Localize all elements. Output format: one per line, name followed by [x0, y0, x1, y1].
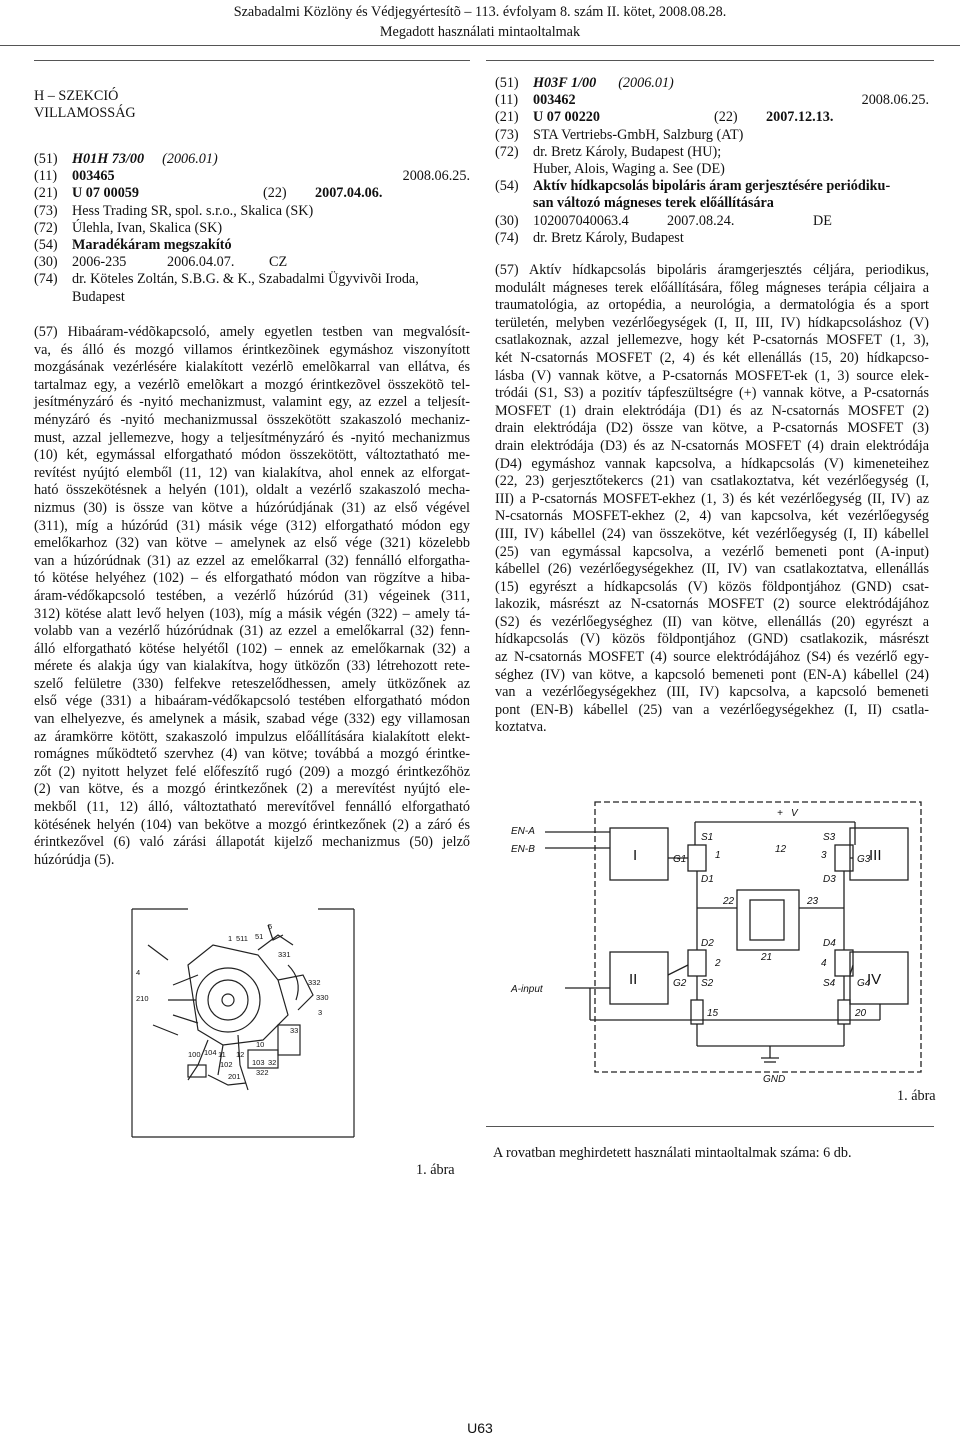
circuit-label: G1: [673, 854, 687, 865]
figure-label: 102: [220, 1060, 233, 1069]
section-title: H – SZEKCIÓ: [34, 88, 119, 104]
circuit-label: 22: [723, 896, 735, 907]
circuit-label: +: [777, 808, 783, 819]
circuit-label: D1: [701, 874, 714, 885]
abstract-line: áram-védőkapcsoló testében, a vezérlő húzórúd (31) végeinek (311,: [34, 587, 470, 604]
figure-label: 4: [136, 968, 141, 977]
circuit-label: V: [791, 808, 798, 819]
inid-code: (30): [495, 212, 519, 229]
abstract-line: N-csatornás MOSFET-ekhez (2, 4) van kapcsolva, két vezérlőegység: [495, 508, 929, 525]
circuit-label: G2: [673, 978, 687, 989]
figure-label: 103: [252, 1058, 265, 1067]
inid-code: (30): [34, 254, 58, 271]
figure-label: 51: [255, 932, 264, 941]
left-column: [34, 88, 470, 122]
circuit-label: 21: [761, 952, 773, 963]
inid-code: (21): [495, 109, 519, 126]
figure-label: 332: [308, 978, 321, 987]
abstract-line: mekből (11, 12) álló, változtatható merevítővel fennálló elforgatható: [34, 799, 470, 816]
inventor: Huber, Alois, Waging a. See (DE): [533, 161, 725, 178]
figure-label: 331: [278, 950, 291, 959]
abstract-line: (22, 23) gerjesztőtekercs (21) van csatlakoztatva, két vezérlőegység (I,: [495, 473, 929, 490]
circuit-label: 4: [821, 958, 827, 969]
abstract-line: (311), míg a húzórúd (31) másik vége (312) elforgatható módon egy: [34, 517, 470, 534]
abstract-line: szelő felületre (330) felfekve reteszelődhessen, amely ütközőnek az: [34, 675, 470, 692]
circuit-breaker-drawing: [128, 905, 358, 1145]
circuit-label: G4: [857, 978, 871, 989]
figure-label: 11: [218, 1050, 226, 1059]
right-entry-bibliographic: [495, 75, 929, 247]
utility-model-title-cont: san változó mágneses terek előállítására: [533, 195, 774, 212]
abstract-line: területén, melyben vezérlőegységek (I, II, III, IV) hídkapcsoláshoz (V): [495, 314, 929, 331]
left-column-rule: [34, 60, 470, 61]
abstract-line: nizmus (30) is össze van kötve a húzórúdjának (31) az első végével: [34, 499, 470, 516]
abstract-line: revítést nyújtó elemből (11, 12) van kialakítva, ahol ennek az elforgat-: [34, 464, 470, 481]
figure-label: 104: [204, 1048, 217, 1057]
ipc-class: H03F 1/00: [533, 75, 597, 91]
abstract-line: must, azzal jellemezve, hogy a teljesítményzáró és -nyitó mechanizmus: [34, 429, 470, 446]
priority-country: CZ: [269, 254, 288, 271]
figure-label: 3: [318, 1008, 323, 1017]
circuit-label: 1: [715, 850, 721, 861]
filing-date: 2007.12.13.: [766, 109, 834, 126]
figure-label: 100: [188, 1050, 201, 1059]
application-number: U 07 00220: [533, 109, 600, 126]
section-header: Megadott használati mintaoltalmak: [379, 24, 581, 40]
inid-code: (54): [495, 178, 519, 195]
circuit-label: S2: [701, 978, 714, 989]
figure-label: 5: [268, 922, 273, 931]
publication-date: 2008.06.25.: [861, 92, 929, 109]
circuit-label: 3: [821, 850, 827, 861]
abstract-line: van elhelyezve, és amelynek a másik, szabad vége (332) egy villamosan: [34, 711, 470, 728]
circuit-label: I: [633, 847, 638, 864]
inventor: Úlehla, Ivan, Skalica (SK): [72, 219, 223, 236]
abstract-line: MOSFET (1) drain elektródája (D1) és az N-csatornás MOSFET (2): [495, 402, 929, 419]
inid-code: (21): [34, 185, 58, 202]
circuit-label: D3: [823, 874, 836, 885]
abstract-line: két N-csatornás MOSFET (2, 4) és két ellenállás (15, 20) hídkapcso-: [495, 349, 929, 366]
priority-number: 102007040063.4: [533, 212, 629, 229]
circuit-label: D4: [823, 938, 836, 949]
application-number: U 07 00059: [72, 185, 139, 202]
circuit-label: 15: [707, 1008, 719, 1019]
agent: dr. Bretz Károly, Budapest: [533, 229, 684, 246]
circuit-label: 2: [715, 958, 721, 969]
abstract-line: csatlakoznak, azzal jellemezve, hogy két P-csatornás MOSFET (1, 3),: [495, 332, 929, 349]
abstract-line: drain elektródája (D3) és az N-csatornás MOSFET (4) drain elektródája: [495, 437, 929, 454]
abstract-line: tartalmaz egy, a vezérlõ emelõkart a mozgó érintkezõvel összekötõ tel-: [34, 376, 470, 393]
abstract-line: ható összekötésnek a helyén (101), oldalt a vezérlő szakaszoló mecha-: [34, 482, 470, 499]
figure-label: 210: [136, 994, 149, 1003]
inid-code: (11): [495, 92, 519, 109]
abstract-line: va, és álló és mozgó villamos érintkezõinek egymáshoz viszonyított: [34, 341, 470, 358]
inventor: dr. Bretz Károly, Budapest (HU);: [533, 143, 722, 160]
header-rule: [0, 45, 960, 46]
agent-city: Budapest: [72, 288, 125, 305]
inid-code: (22): [714, 109, 738, 126]
circuit-label: III: [869, 847, 882, 864]
circuit-label: 20: [855, 1008, 867, 1019]
left-abstract: [34, 324, 470, 869]
circuit-label: A-input: [511, 984, 543, 995]
ipc-class: H01H 73/00: [72, 151, 145, 167]
priority-date: 2006.04.07.: [167, 254, 235, 271]
registration-number: 003462: [533, 92, 576, 109]
circuit-label: IV: [867, 971, 882, 988]
abstract-line: (2) van kötve, és a mozgó érintkezőnek (2) a merevítést nyújtó ele-: [34, 781, 470, 798]
abstract-line: az áramkörre kötött, szakaszoló impulzus előállítására kialakított elekt-: [34, 728, 470, 745]
abstract-line: séghez (IV) van kötve, a kapcsoló bemeneti pont (EN-A) kábellel (24): [495, 666, 929, 683]
abstract-line: (10) két, egymással elforgatható módon összekötött, változtatható me-: [34, 447, 470, 464]
figure-label: 32: [268, 1058, 277, 1067]
figure-label: 330: [316, 993, 329, 1002]
abstract-line: modulált mágneses terek előállítására, főleg mágneses terápia céljaira a: [495, 279, 929, 296]
priority-number: 2006-235: [72, 254, 127, 271]
inid-code: (74): [495, 229, 519, 246]
abstract-line: az N-csatornás MOSFET (4) source elektródájához (S4) és vezérlő egy-: [495, 649, 929, 666]
circuit-label: D2: [701, 938, 714, 949]
abstract-line: van a húzórúdnak (31) az ezzel az emelőkarral (32) fennálló elforgatha-: [34, 552, 470, 569]
circuit-label: EN-A: [511, 826, 535, 837]
ipc-date: (2006.01): [618, 75, 674, 91]
abstract-line: jesítményzáró és -nyitó mechanizmust, valamint egy, az ezzel a teljesít-: [34, 394, 470, 411]
running-header: Szabadalmi Közlöny és Védjegyértesítõ – 113. évfolyam 8. szám II. kötet, 2008.08.28.: [233, 4, 727, 20]
abstract-line: mérete és alakja úgy van kialakítva, hogy ütközőn (33) létrehozott rete-: [34, 658, 470, 675]
inid-code: (72): [495, 143, 519, 160]
inid-code: (51): [34, 151, 58, 167]
abstract-line: volabb van a vezérlő húzórúdnak (31) az ezzel a emelőkarral (32) fenn-: [34, 623, 470, 640]
abstract-line: (57) Aktív hídkapcsolás bipoláris áramgerjesztés céljára, periodikus,: [495, 262, 929, 278]
circuit-label: G3: [857, 854, 871, 865]
abstract-line: traumatológia, az ortopédia, a neurológia, a dermatológia és a sport: [495, 297, 929, 314]
abstract-line: érintkezővel (6) való zárási állapotát kijelző mechanizmus (50) jelző: [34, 834, 470, 851]
right-column-rule: [486, 60, 934, 61]
circuit-label: II: [629, 971, 638, 988]
abstract-line: (D4) egymáshoz vannak kapcsolva, a hídkapcsolás (V) kimeneteihez: [495, 455, 929, 472]
priority-country: DE: [813, 212, 832, 229]
circuit-label: S3: [823, 832, 836, 843]
abstract-line: tródái (S1, S3) a pozitív tápfeszültségre (+) vannak kötve, a P-csatornás: [495, 385, 929, 402]
figure-caption: 1. ábra: [897, 1088, 936, 1104]
figure-label: 10: [256, 1040, 265, 1049]
abstract-line: hídkapcsolás (V) közös földpontjához (GND) csatlakozik, másrészt: [495, 631, 929, 648]
circuit-label: GND: [763, 1074, 786, 1085]
abstract-line: pont (EN-B) kábellel (25) van a vezérlőegységekhez (I, II) csatla-: [495, 701, 929, 718]
abstract-line: első vége (331) a hibaáram-védőkapcsoló testében elforgatható módon: [34, 693, 470, 710]
page-number: U63: [467, 1420, 493, 1436]
abstract-line: (25) van egymással kapcsolva, a vezérlő bemeneti pont (A-input): [495, 543, 929, 560]
abstract-line: ményzáró és -nyitó mechanizmussal összekötött szakaszoló mechaniz-: [34, 411, 470, 428]
circuit-label: S1: [701, 832, 714, 843]
figure-label: 322: [256, 1068, 269, 1077]
abstract-line: tó kötése helyéhez (102) – és elforgatható módon van rögzítve a hiba-: [34, 570, 470, 587]
abstract-line: álló elforgatható kötése helyétől (102) – ennek az emelőkarnak (32) a: [34, 640, 470, 657]
abstract-line: lakozik, másrészt az N-csatornás MOSFET (2) source elektródájához: [495, 596, 929, 613]
figure-caption: 1. ábra: [416, 1162, 455, 1178]
utility-model-title: Maradékáram megszakító: [72, 237, 232, 254]
left-entry-bibliographic: [34, 151, 470, 306]
inid-code: (73): [495, 126, 519, 143]
circuit-label: S4: [823, 978, 836, 989]
abstract-line: (S2) és vezérlőegységhez (II) van kötve, ellenállás (20) egyrészt a: [495, 613, 929, 630]
circuit-label: EN-B: [511, 844, 535, 855]
inid-code: (74): [34, 271, 58, 288]
figure-label: 201: [228, 1072, 241, 1081]
figure-label: 511: [236, 934, 248, 943]
figure-label: 33: [290, 1026, 299, 1035]
abstract-line: kötésének helyén (104) van bekötve a mozgó érintkezőnek (2) a záró és: [34, 816, 470, 833]
abstract-line: (III, IV) kábellel (24) van összekötve, két vezérlőegység (I, II) kábellel: [495, 525, 929, 542]
abstract-line: III) a P-csatornás MOSFET-ekhez (1, 3) és két vezérlőegység (II, IV) az: [495, 490, 929, 507]
owner: STA Vertriebs-GmbH, Salzburg (AT): [533, 126, 744, 143]
inid-code: (72): [34, 219, 58, 236]
owner: Hess Trading SR, spol. s.r.o., Skalica (SK): [72, 202, 314, 219]
abstract-line: (15) egyrészt a hídkapcsolás (V) közös földpontjához (GND) csat-: [495, 578, 929, 595]
inid-code: (11): [34, 168, 58, 185]
inid-code: (73): [34, 202, 58, 219]
abstract-line: (57) Hibaáram-védõkapcsoló, amely egyetlen testben van megvalósít-: [34, 324, 470, 340]
abstract-line: romágnes működtető szervhez (4) van kötve; továbbá a mozgó érintke-: [34, 746, 470, 763]
abstract-line: drain elektródája (D2) össze van kötve, a P-csatornás MOSFET (3): [495, 420, 929, 437]
abstract-line: mozgásának vezérlésére kialakított vezérlõ emelõkarral van ellátva, és: [34, 359, 470, 376]
abstract-line: emelőkarhoz (32) van kötve – amelynek az első vége (321) közelebb: [34, 535, 470, 552]
abstract-line: kábellel (26) vezérlőegységekhez (II, IV) van csatlakoztatva, ellenállás: [495, 561, 929, 578]
right-abstract: [495, 262, 929, 737]
inid-code: (22): [263, 185, 287, 202]
utility-model-title: Aktív hídkapcsolás bipoláris áram gerjesztésére periódiku-: [533, 178, 891, 195]
abstract-line: húzórúdja (5).: [34, 851, 115, 868]
divider-rule: [486, 1126, 934, 1127]
abstract-line: van a vezérlőegységekhez (III, IV) kapcsolva, a kapcsoló bemeneti: [495, 684, 929, 701]
circuit-label: 23: [807, 896, 819, 907]
abstract-line: zőt (2) nyitott helyzet felé előfeszítő rugó (209) a mozgó érintkezőhöz: [34, 763, 470, 780]
abstract-line: koztatva.: [495, 719, 547, 736]
figure-label: 12: [236, 1050, 245, 1059]
abstract-line: lásba (V) vannak kötve, a P-csatornás MOSFET-ek (1, 3) source elek-: [495, 367, 929, 384]
ipc-date: (2006.01): [162, 151, 218, 167]
publication-date: 2008.06.25.: [402, 168, 470, 185]
inid-code: (54): [34, 237, 58, 254]
priority-date: 2007.08.24.: [667, 212, 735, 229]
filing-date: 2007.04.06.: [315, 185, 383, 202]
circuit-label: 12: [775, 844, 787, 855]
section-subtitle: VILLAMOSSÁG: [34, 105, 136, 122]
bridge-circuit-diagram: [505, 790, 930, 1090]
count-note: A rovatban meghirdetett használati mintaoltalmak száma: 6 db.: [493, 1145, 852, 1161]
agent: dr. Köteles Zoltán, S.B.G. & K., Szabadalmi Ügyvivõi Iroda,: [72, 271, 419, 288]
registration-number: 003465: [72, 168, 115, 185]
abstract-line: 312) kötése alatt levő helyen (103), míg a másik végén (322) – amely tá-: [34, 605, 470, 622]
figure-label: 1: [228, 934, 233, 943]
inid-code: (51): [495, 75, 519, 91]
